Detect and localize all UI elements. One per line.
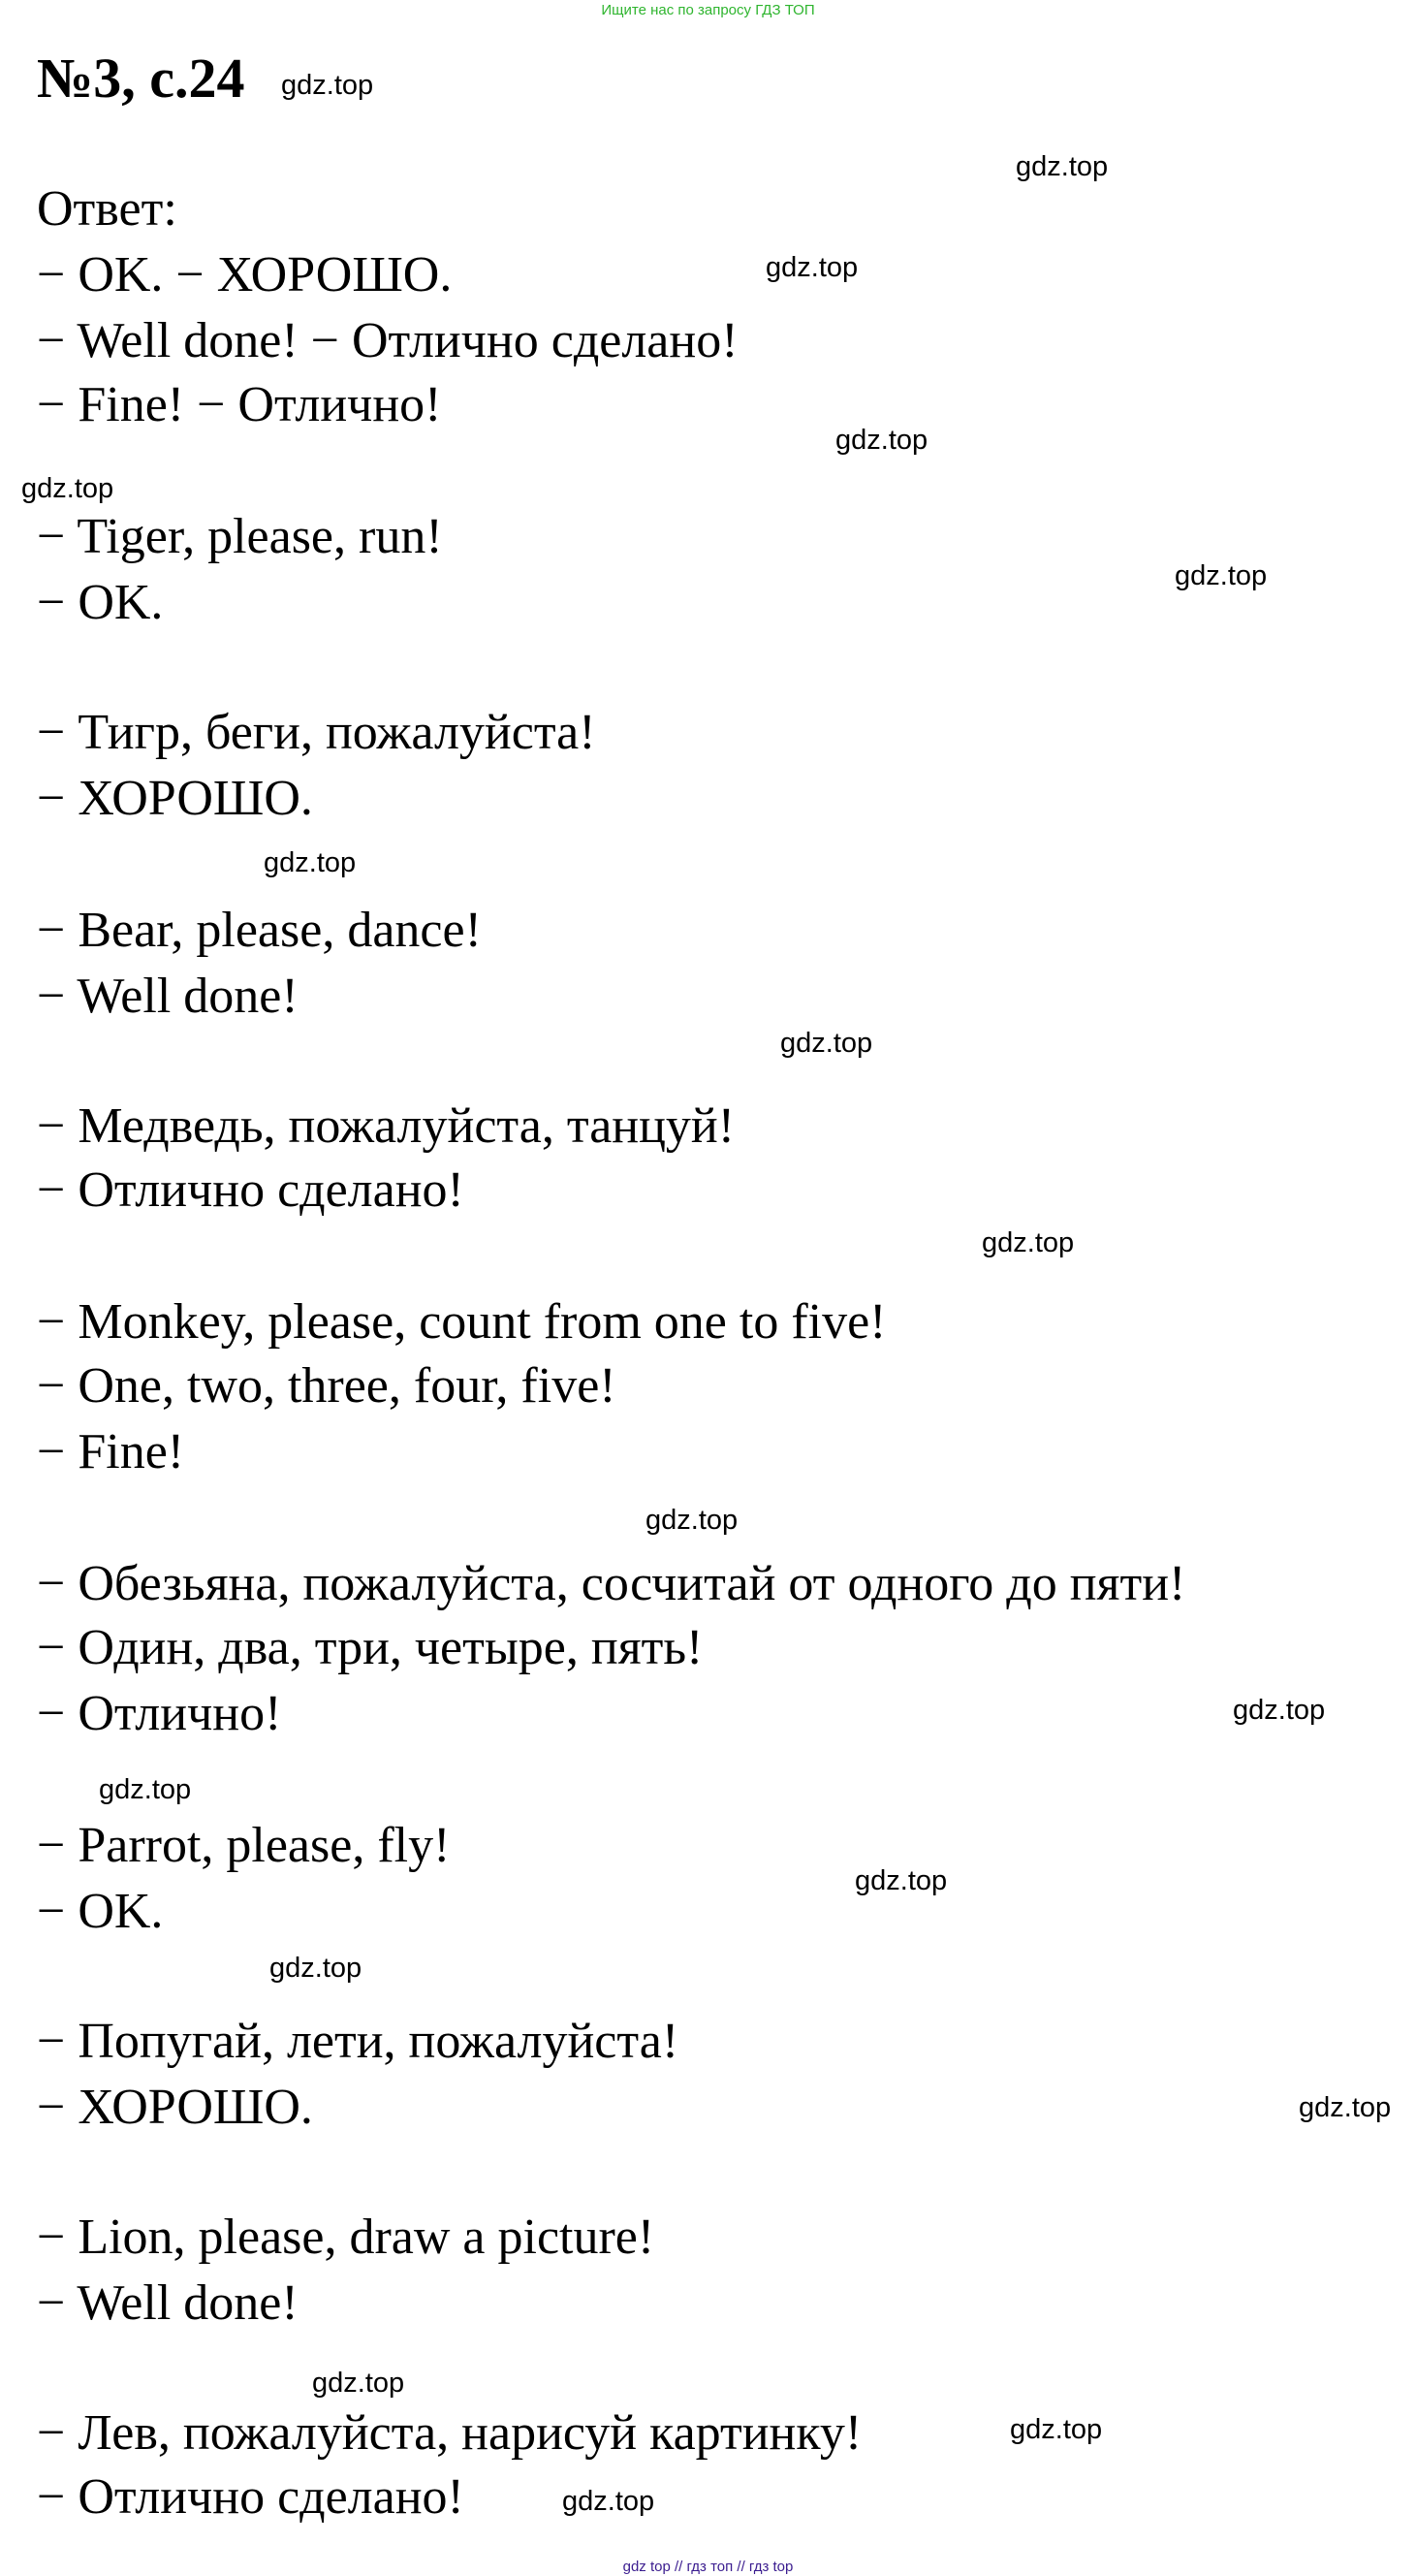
answer-line: − Один, два, три, четыре, пять! (37, 1620, 704, 1675)
answer-line: − Отлично сделано! (37, 1162, 464, 1218)
watermark: gdz.top (780, 1028, 873, 1059)
answer-line: − OK. − ХОРОШО. (37, 247, 453, 302)
watermark: gdz.top (21, 473, 114, 504)
page-title: №3, с.24 (37, 47, 245, 110)
answer-line: − Well done! (37, 2275, 299, 2331)
watermark: gdz.top (562, 2486, 655, 2517)
answer-line: − Обезьяна, пожалуйста, сосчитай от одного до пяти! (37, 1556, 1186, 1611)
answer-line: − Попугай, лети, пожалуйста! (37, 2014, 679, 2069)
watermark: gdz.top (269, 1953, 362, 1984)
answer-line: − Fine! (37, 1424, 185, 1479)
answer-line: − Отлично сделано! (37, 2469, 464, 2525)
answer-line: − Well done! (37, 969, 299, 1024)
answer-line: − Медведь, пожалуйста, танцуй! (37, 1098, 736, 1154)
answer-line: − OK. (37, 1884, 164, 1939)
watermark: gdz.top (835, 425, 928, 456)
watermark: gdz.top (855, 1865, 948, 1896)
answer-line: − One, two, three, four, five! (37, 1358, 616, 1414)
answer-label: Ответ: (37, 181, 177, 237)
answer-line: − Fine! − Отлично! (37, 377, 442, 432)
answer-line: − Тигр, беги, пожалуйста! (37, 705, 596, 760)
watermark: gdz.top (766, 252, 859, 283)
answer-line: − Monkey, please, count from one to five! (37, 1294, 887, 1350)
footer-links[interactable]: gdz top // гдз топ // гдз top (622, 2559, 794, 2575)
answer-line: − OK. (37, 575, 164, 630)
answer-line: − ХОРОШО. (37, 2080, 313, 2135)
watermark: gdz.top (1010, 2414, 1103, 2445)
watermark: gdz.top (312, 2368, 405, 2399)
answer-line: − Tiger, please, run! (37, 509, 443, 564)
watermark: gdz.top (281, 70, 374, 101)
watermark: gdz.top (1299, 2092, 1392, 2123)
watermark: gdz.top (99, 1774, 192, 1805)
watermark: gdz.top (1175, 560, 1268, 591)
watermark: gdz.top (982, 1227, 1075, 1258)
top-banner[interactable]: Ищите нас по запросу ГДЗ ТОП (601, 2, 815, 18)
answer-line: − Отлично! (37, 1686, 282, 1741)
answer-line: − Bear, please, dance! (37, 903, 482, 958)
answer-line: − Parrot, please, fly! (37, 1818, 451, 1873)
watermark: gdz.top (1016, 151, 1109, 182)
answer-line: − Well done! − Отлично сделано! (37, 313, 739, 368)
answer-line: − Lion, please, draw a picture! (37, 2210, 655, 2265)
watermark: gdz.top (1233, 1695, 1326, 1726)
answer-line: − ХОРОШО. (37, 771, 313, 826)
watermark: gdz.top (264, 847, 357, 878)
answer-line: − Лев, пожалуйста, нарисуй картинку! (37, 2405, 863, 2461)
watermark: gdz.top (645, 1505, 739, 1536)
